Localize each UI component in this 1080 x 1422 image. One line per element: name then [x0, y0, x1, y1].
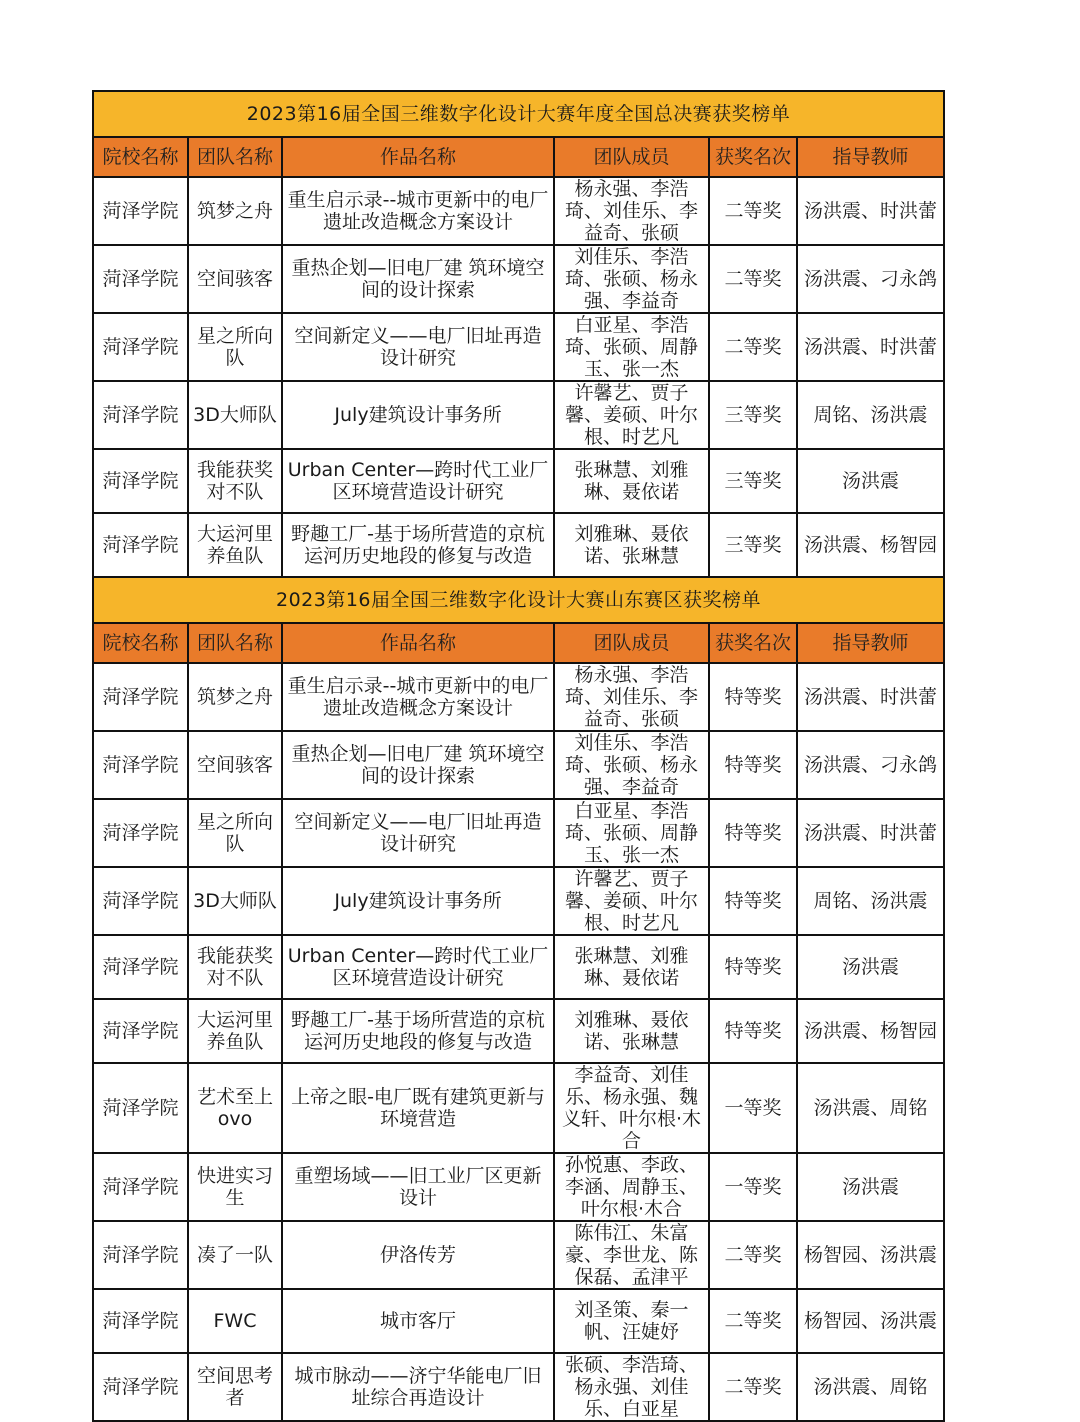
table-row	[93, 1289, 944, 1353]
teacher-cell: 汤洪震、时洪蕾	[797, 313, 944, 381]
column-header: 团队成员	[554, 137, 709, 177]
column-header: 团队名称	[188, 623, 282, 663]
work-cell: 重生启示录--城市更新中的电厂遗址改造概念方案设计	[282, 177, 554, 245]
table-row	[93, 867, 944, 935]
members-cell: 许馨艺、贾子馨、姜硕、叶尔根、时艺凡	[554, 867, 709, 935]
award-cell: 特等奖	[709, 999, 797, 1063]
team-cell: 3D大师队	[188, 381, 282, 449]
award-cell: 三等奖	[709, 513, 797, 577]
team-cell: 空间思考者	[188, 1353, 282, 1421]
teacher-cell: 周铭、汤洪震	[797, 867, 944, 935]
team-cell: 星之所向队	[188, 799, 282, 867]
school-cell: 菏泽学院	[93, 177, 188, 245]
work-cell: Urban Center—跨时代工业厂区环境营造设计研究	[282, 935, 554, 999]
school-cell: 菏泽学院	[93, 1063, 188, 1153]
work-cell: 伊洛传芳	[282, 1221, 554, 1289]
school-cell: 菏泽学院	[93, 245, 188, 313]
teacher-cell: 杨智园、汤洪震	[797, 1221, 944, 1289]
members-cell: 刘佳乐、李浩琦、张硕、杨永强、李益奇	[554, 245, 709, 313]
teacher-cell: 汤洪震、时洪蕾	[797, 663, 944, 731]
award-cell: 二等奖	[709, 1289, 797, 1353]
work-cell: Urban Center—跨时代工业厂区环境营造设计研究	[282, 449, 554, 513]
column-header: 院校名称	[93, 623, 188, 663]
award-cell: 二等奖	[709, 177, 797, 245]
school-cell: 菏泽学院	[93, 867, 188, 935]
table-row	[93, 663, 944, 731]
school-cell: 菏泽学院	[93, 663, 188, 731]
members-cell: 张硕、李浩琦、杨永强、刘佳乐、白亚星	[554, 1353, 709, 1421]
table-row	[93, 1063, 944, 1153]
teacher-cell: 汤洪震	[797, 1153, 944, 1221]
members-cell: 刘雅琳、聂依诺、张琳慧	[554, 999, 709, 1063]
work-cell: 重热企划—旧电厂建 筑环境空 间的设计探索	[282, 731, 554, 799]
award-table	[92, 90, 945, 1422]
work-cell: 城市脉动——济宁华能电厂旧址综合再造设计	[282, 1353, 554, 1421]
school-cell: 菏泽学院	[93, 1353, 188, 1421]
team-cell: 凑了一队	[188, 1221, 282, 1289]
school-cell: 菏泽学院	[93, 513, 188, 577]
award-cell: 二等奖	[709, 245, 797, 313]
table-row	[93, 1353, 944, 1421]
table-row	[93, 731, 944, 799]
teacher-cell: 汤洪震、时洪蕾	[797, 177, 944, 245]
team-cell: 3D大师队	[188, 867, 282, 935]
table-row	[93, 313, 944, 381]
school-cell: 菏泽学院	[93, 1289, 188, 1353]
school-cell: 菏泽学院	[93, 1153, 188, 1221]
column-header: 指导教师	[797, 623, 944, 663]
award-cell: 二等奖	[709, 1353, 797, 1421]
column-header: 获奖名次	[709, 623, 797, 663]
work-cell: 空间新定义——电厂旧址再造设计研究	[282, 799, 554, 867]
teacher-cell: 汤洪震	[797, 935, 944, 999]
column-header: 作品名称	[282, 623, 554, 663]
column-header: 团队成员	[554, 623, 709, 663]
award-cell: 三等奖	[709, 449, 797, 513]
award-cell: 特等奖	[709, 731, 797, 799]
team-cell: 我能获奖对不队	[188, 935, 282, 999]
table-row	[93, 449, 944, 513]
school-cell: 菏泽学院	[93, 799, 188, 867]
table-row	[93, 1153, 944, 1221]
team-cell: 快进实习生	[188, 1153, 282, 1221]
members-cell: 刘圣策、秦一帆、汪婕妤	[554, 1289, 709, 1353]
national-header-row	[93, 137, 944, 177]
members-cell: 刘雅琳、聂依诺、张琳慧	[554, 513, 709, 577]
members-cell: 白亚星、李浩琦、张硕、周静玉、张一杰	[554, 313, 709, 381]
table-row	[93, 177, 944, 245]
work-cell: 重塑场域——旧工业厂区更新设计	[282, 1153, 554, 1221]
members-cell: 李益奇、刘佳乐、杨永强、魏义轩、叶尔根·木合	[554, 1063, 709, 1153]
table-row	[93, 935, 944, 999]
work-cell: 重生启示录--城市更新中的电厂遗址改造概念方案设计	[282, 663, 554, 731]
teacher-cell: 杨智园、汤洪震	[797, 1289, 944, 1353]
column-header: 作品名称	[282, 137, 554, 177]
school-cell: 菏泽学院	[93, 449, 188, 513]
award-cell: 特等奖	[709, 867, 797, 935]
teacher-cell: 汤洪震、杨智园	[797, 999, 944, 1063]
teacher-cell: 汤洪震、刁永鸽	[797, 245, 944, 313]
teacher-cell: 周铭、汤洪震	[797, 381, 944, 449]
award-cell: 特等奖	[709, 663, 797, 731]
school-cell: 菏泽学院	[93, 999, 188, 1063]
table-row	[93, 999, 944, 1063]
team-cell: 筑梦之舟	[188, 177, 282, 245]
shandong-header-row	[93, 623, 944, 663]
team-cell: 我能获奖对不队	[188, 449, 282, 513]
members-cell: 陈伟江、朱富豪、李世龙、陈保磊、孟津平	[554, 1221, 709, 1289]
work-cell: 重热企划—旧电厂建 筑环境空 间的设计探索	[282, 245, 554, 313]
award-cell: 特等奖	[709, 935, 797, 999]
column-header: 获奖名次	[709, 137, 797, 177]
school-cell: 菏泽学院	[93, 313, 188, 381]
column-header: 团队名称	[188, 137, 282, 177]
members-cell: 刘佳乐、李浩琦、张硕、杨永强、李益奇	[554, 731, 709, 799]
table-row	[93, 245, 944, 313]
members-cell: 许馨艺、贾子馨、姜硕、叶尔根、时艺凡	[554, 381, 709, 449]
team-cell: 大运河里养鱼队	[188, 513, 282, 577]
members-cell: 孙悦惠、李政、李涵、周静玉、叶尔根·木合	[554, 1153, 709, 1221]
team-cell: 筑梦之舟	[188, 663, 282, 731]
award-cell: 二等奖	[709, 313, 797, 381]
column-header: 院校名称	[93, 137, 188, 177]
work-cell: 野趣工厂-基于场所营造的京杭运河历史地段的修复与改造	[282, 513, 554, 577]
team-cell: 空间骇客	[188, 731, 282, 799]
award-cell: 三等奖	[709, 381, 797, 449]
teacher-cell: 汤洪震、周铭	[797, 1353, 944, 1421]
teacher-cell: 汤洪震、刁永鸽	[797, 731, 944, 799]
team-cell: 大运河里养鱼队	[188, 999, 282, 1063]
team-cell: 星之所向队	[188, 313, 282, 381]
award-sheet	[92, 90, 943, 1422]
work-cell: 空间新定义——电厂旧址再造设计研究	[282, 313, 554, 381]
school-cell: 菏泽学院	[93, 381, 188, 449]
table-row	[93, 513, 944, 577]
members-cell: 张琳慧、刘雅琳、聂依诺	[554, 935, 709, 999]
table-row	[93, 1221, 944, 1289]
work-cell: 野趣工厂-基于场所营造的京杭运河历史地段的修复与改造	[282, 999, 554, 1063]
members-cell: 杨永强、李浩琦、刘佳乐、李益奇、张硕	[554, 663, 709, 731]
school-cell: 菏泽学院	[93, 935, 188, 999]
national-title-row	[93, 91, 944, 137]
teacher-cell: 汤洪震、时洪蕾	[797, 799, 944, 867]
shandong-section-title: 2023第16届全国三维数字化设计大赛山东赛区获奖榜单	[93, 577, 944, 623]
school-cell: 菏泽学院	[93, 1221, 188, 1289]
team-cell: FWC	[188, 1289, 282, 1353]
column-header: 指导教师	[797, 137, 944, 177]
team-cell: 艺术至上ovo	[188, 1063, 282, 1153]
award-cell: 特等奖	[709, 799, 797, 867]
national-section-title: 2023第16届全国三维数字化设计大赛年度全国总决赛获奖榜单	[93, 91, 944, 137]
school-cell: 菏泽学院	[93, 731, 188, 799]
teacher-cell: 汤洪震、周铭	[797, 1063, 944, 1153]
award-cell: 一等奖	[709, 1153, 797, 1221]
table-row	[93, 799, 944, 867]
members-cell: 张琳慧、刘雅琳、聂依诺	[554, 449, 709, 513]
shandong-title-row	[93, 577, 944, 623]
teacher-cell: 汤洪震、杨智园	[797, 513, 944, 577]
team-cell: 空间骇客	[188, 245, 282, 313]
members-cell: 杨永强、李浩琦、刘佳乐、李益奇、张硕	[554, 177, 709, 245]
work-cell: 上帝之眼-电厂既有建筑更新与环境营造	[282, 1063, 554, 1153]
work-cell: July建筑设计事务所	[282, 381, 554, 449]
award-cell: 二等奖	[709, 1221, 797, 1289]
members-cell: 白亚星、李浩琦、张硕、周静玉、张一杰	[554, 799, 709, 867]
teacher-cell: 汤洪震	[797, 449, 944, 513]
award-cell: 一等奖	[709, 1063, 797, 1153]
work-cell: July建筑设计事务所	[282, 867, 554, 935]
table-row	[93, 381, 944, 449]
work-cell: 城市客厅	[282, 1289, 554, 1353]
